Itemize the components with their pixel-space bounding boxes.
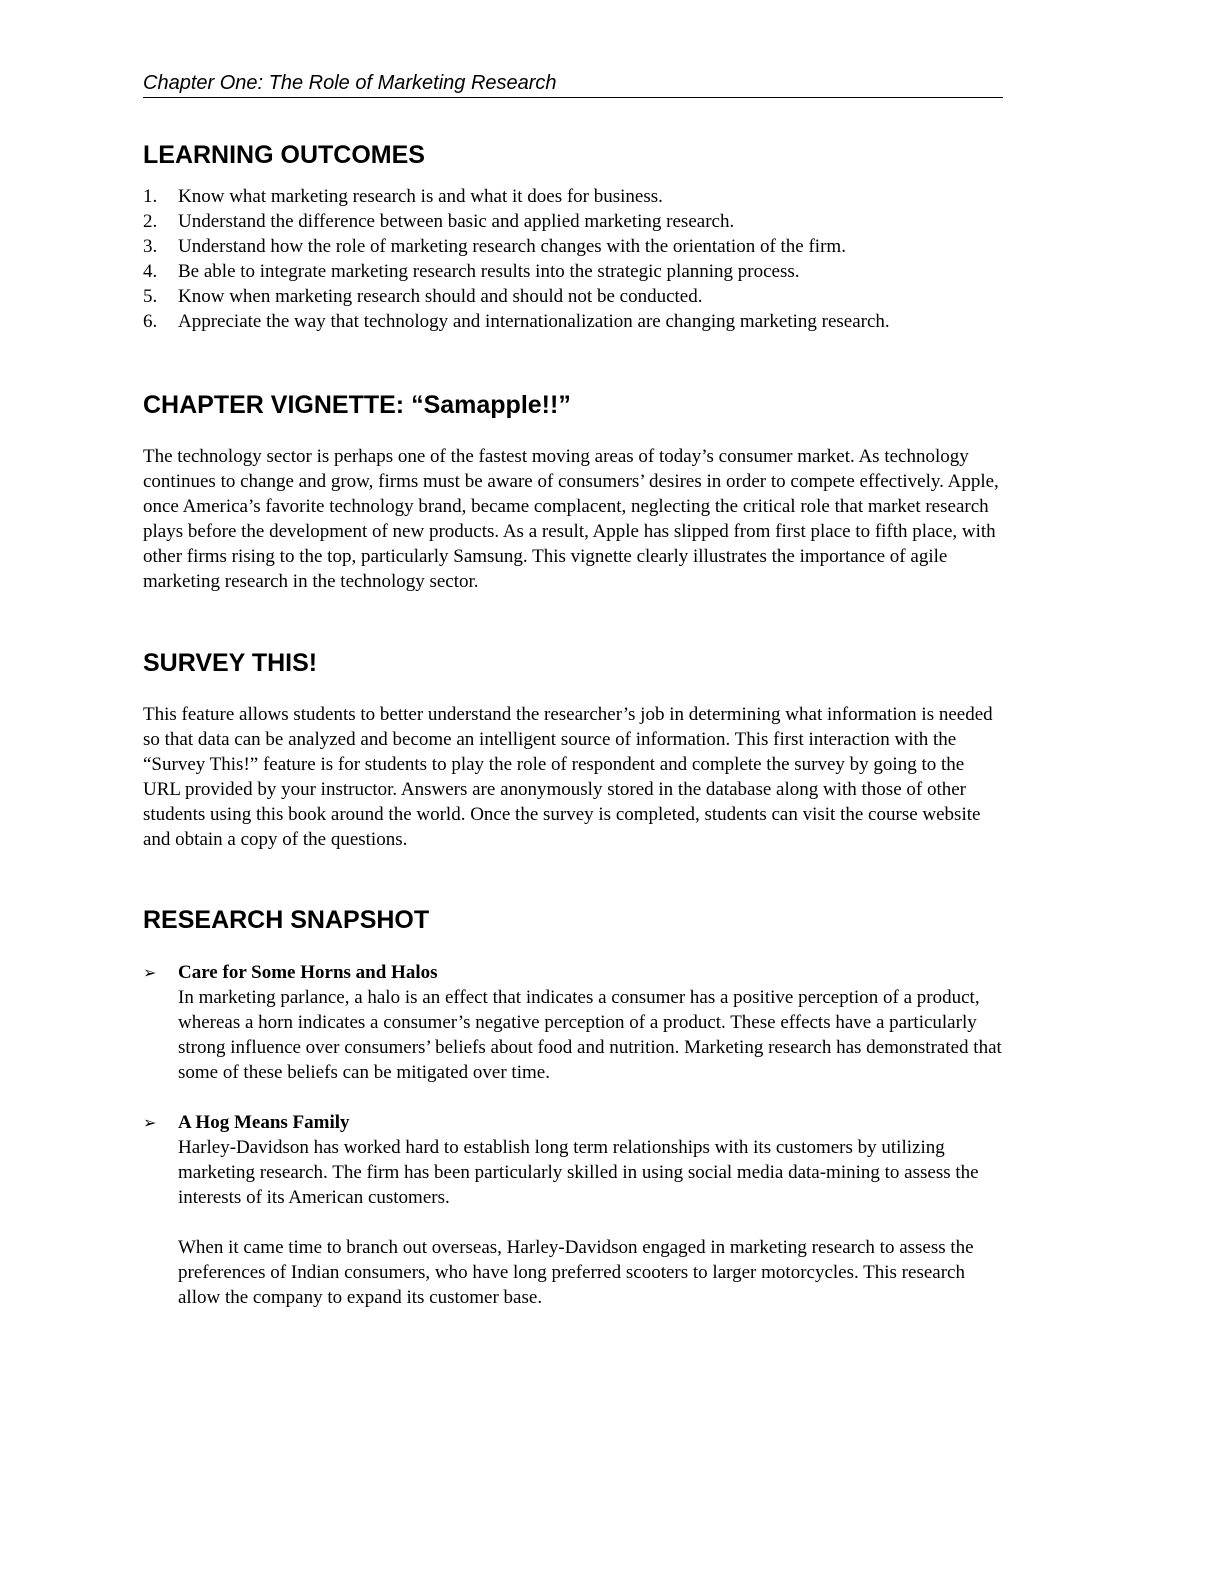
chapter-vignette-paragraph: The technology sector is perhaps one of the fastest moving areas of today’s consumer market. As technology continues to change and grow, firms must be aware of consumers’ desires in order to compete effectively. Apple, once America’s favorite technology brand, became complacent, neglecting the critical role that market research plays before the development of new products. As a result, Apple has slipped from first place to fifth place, with other firms rising to the top, particularly Samsung. This vignette clearly illustrates the importance of agile marketing research in the technology sector.	[143, 446, 999, 592]
chapter-vignette-section	[143, 390, 1003, 594]
survey-this-paragraph: This feature allows students to better understand the researcher’s job in determining what information is needed so that data can be analyzed and become an intelligent source of information. This first interaction with the “Survey This!” feature is for students to play the role of respondent and complete the survey by going to the URL provided by your instructor. Answers are anonymously stored in the database along with those of other students using this book around the world. Once the survey is completed, students can visit the course website and obtain a copy of the questions.	[143, 704, 993, 850]
list-item	[143, 284, 1003, 309]
snapshot-title: Care for Some Horns and Halos	[178, 962, 438, 983]
arrow-bullet-icon: ➢	[143, 1113, 157, 1132]
list-item-text: Know what marketing research is and what it does for business.	[178, 186, 663, 207]
research-snapshot-heading: RESEARCH SNAPSHOT	[143, 906, 430, 934]
survey-this-section	[143, 648, 1003, 852]
list-item-number: 3.	[143, 236, 158, 257]
list-item-text: Be able to integrate marketing research results into the strategic planning process.	[178, 261, 800, 282]
survey-this-heading: SURVEY THIS!	[143, 649, 318, 677]
list-item	[143, 234, 1003, 259]
list-item	[143, 184, 1003, 209]
learning-outcomes-list	[143, 184, 1003, 334]
list-item	[143, 1110, 1003, 1310]
list-item	[143, 960, 1003, 1085]
list-item-number: 1.	[143, 186, 158, 207]
snapshot-paragraph: When it came time to branch out overseas, Harley-Davidson engaged in marketing research to assess the preferences of Indian consumers, who have long preferred scooters to larger motorcycles. This research allow the company to expand its customer base.	[178, 1237, 974, 1308]
research-snapshot-list	[143, 960, 1003, 1310]
research-snapshot-section	[143, 905, 1003, 1310]
list-item-text: Appreciate the way that technology and internationalization are changing marketing research.	[178, 311, 890, 332]
list-item-text: Know when marketing research should and should not be conducted.	[178, 286, 703, 307]
snapshot-paragraph: Harley-Davidson has worked hard to establish long term relationships with its customers by utilizing marketing research. The firm has been particularly skilled in using social media data-mining to assess the interests of its American customers.	[178, 1137, 979, 1208]
learning-outcomes-section	[143, 140, 1003, 334]
arrow-bullet-icon: ➢	[143, 963, 157, 982]
list-item	[143, 209, 1003, 234]
snapshot-title: A Hog Means Family	[178, 1112, 350, 1133]
list-item-number: 2.	[143, 211, 158, 232]
list-item-text: Understand the difference between basic and applied marketing research.	[178, 211, 735, 232]
list-item-number: 6.	[143, 311, 158, 332]
learning-outcomes-heading: LEARNING OUTCOMES	[143, 141, 425, 169]
snapshot-paragraph: In marketing parlance, a halo is an effect that indicates a consumer has a positive perception of a product, whereas a horn indicates a consumer’s negative perception of a product. These effects have a particularly strong influence over consumers’ beliefs about food and nutrition. Marketing research has demonstrated that some of these beliefs can be mitigated over time.	[178, 987, 1002, 1083]
list-item-number: 5.	[143, 286, 158, 307]
list-item	[143, 309, 1003, 334]
chapter-vignette-heading: CHAPTER VIGNETTE: “Samapple!!”	[143, 391, 571, 419]
list-item	[143, 259, 1003, 284]
running-header: Chapter One: The Role of Marketing Research	[143, 70, 1003, 98]
document-page	[143, 70, 1003, 1310]
list-item-number: 4.	[143, 261, 158, 282]
list-item-text: Understand how the role of marketing research changes with the orientation of the firm.	[178, 236, 846, 257]
